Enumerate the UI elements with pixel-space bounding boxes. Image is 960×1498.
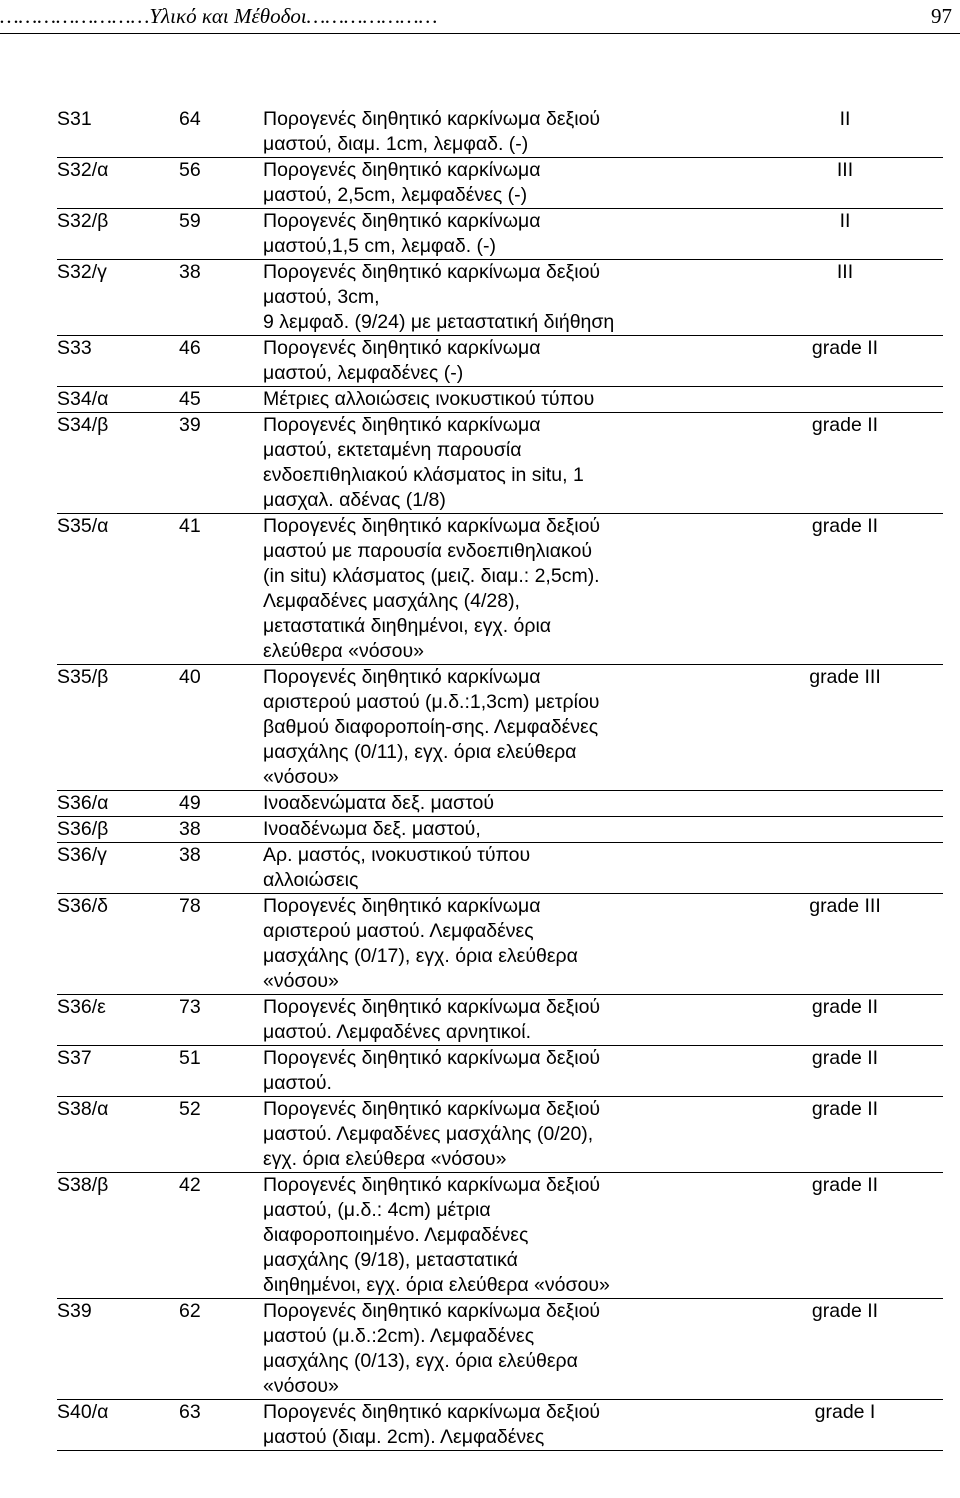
- age-cell: 49: [179, 791, 263, 817]
- diagnosis-cell: [263, 387, 747, 413]
- grade-cell: grade II: [747, 995, 943, 1046]
- diagnosis-line: μαστού. Λεμφαδένες μασχάλης (0/20),: [263, 1123, 594, 1145]
- age-cell: 41: [179, 514, 263, 665]
- diagnosis-line: (in situ) κλάσματος (μειζ. διαμ.: 2,5cm).: [263, 565, 600, 587]
- age-cell: 38: [179, 817, 263, 843]
- age-cell: 39: [179, 413, 263, 514]
- grade-cell: II: [747, 209, 943, 260]
- diagnosis-cell: [263, 1173, 747, 1299]
- age-cell: 42: [179, 1173, 263, 1299]
- diagnosis-line: μαστού, εκτεταμένη παρουσία: [263, 439, 522, 461]
- sample-id-cell: S32/α: [57, 158, 179, 209]
- diagnosis-cell: [263, 894, 747, 995]
- diagnosis-cell: [263, 817, 747, 843]
- sample-id-cell: S38/β: [57, 1173, 179, 1299]
- grade-cell: [747, 817, 943, 843]
- table-row: [57, 260, 943, 336]
- grade-cell: grade II: [747, 336, 943, 387]
- age-cell: 38: [179, 843, 263, 894]
- diagnosis-line: μασχάλης (0/17), εγχ. όρια ελεύθερα: [263, 945, 578, 967]
- sample-id-cell: S36/γ: [57, 843, 179, 894]
- table-row: [57, 514, 943, 665]
- grade-cell: II: [747, 107, 943, 158]
- diagnosis-line: Πορογενές διηθητικό καρκίνωμα: [263, 159, 541, 181]
- diagnosis-line: μαστού (μ.δ.:2cm). Λεμφαδένες: [263, 1325, 535, 1347]
- header-rule: [0, 33, 960, 34]
- sample-id-cell: S37: [57, 1046, 179, 1097]
- diagnosis-cell: [263, 260, 747, 336]
- diagnosis-line: ελεύθερα «νόσου»: [263, 640, 424, 662]
- age-cell: 38: [179, 260, 263, 336]
- diagnosis-line: «νόσου»: [263, 970, 339, 992]
- diagnosis-line: μαστού.: [263, 1072, 332, 1094]
- diagnosis-cell: [263, 791, 747, 817]
- diagnosis-line: Μέτριες αλλοιώσεις ινοκυστικού τύπου: [263, 388, 595, 410]
- diagnosis-cell: [263, 843, 747, 894]
- diagnosis-line: Αρ. μαστός, ινοκυστικού τύπου: [263, 844, 531, 866]
- diagnosis-line: Πορογενές διηθητικό καρκίνωμα: [263, 210, 541, 232]
- sample-id-cell: S36/ε: [57, 995, 179, 1046]
- diagnosis-line: μασχάλης (0/11), εγχ. όρια ελεύθερα: [263, 741, 577, 763]
- diagnosis-cell: [263, 1400, 747, 1451]
- age-cell: 62: [179, 1299, 263, 1400]
- grade-cell: III: [747, 260, 943, 336]
- grade-cell: grade III: [747, 665, 943, 791]
- table-row: [57, 817, 943, 843]
- diagnosis-line: βαθμού διαφοροποίη-σης. Λεμφαδένες: [263, 716, 599, 738]
- diagnosis-line: μασχάλης (9/18), μεταστατικά: [263, 1249, 518, 1271]
- diagnosis-line: «νόσου»: [263, 766, 339, 788]
- diagnosis-cell: [263, 1097, 747, 1173]
- table-row: [57, 1173, 943, 1299]
- diagnosis-line: Πορογενές διηθητικό καρκίνωμα δεξιού: [263, 108, 601, 130]
- diagnosis-line: Πορογενές διηθητικό καρκίνωμα δεξιού: [263, 1300, 601, 1322]
- diagnosis-line: 9 λεμφαδ. (9/24) με μεταστατική διήθηση: [263, 311, 615, 333]
- diagnosis-line: διηθημένοι, εγχ. όρια ελεύθερα «νόσου»: [263, 1274, 610, 1296]
- diagnosis-line: Ινοαδένωμα δεξ. μαστού,: [263, 818, 481, 840]
- diagnosis-cell: [263, 995, 747, 1046]
- sample-id-cell: S39: [57, 1299, 179, 1400]
- table-row: [57, 1097, 943, 1173]
- sample-id-cell: S34/β: [57, 413, 179, 514]
- diagnosis-line: Πορογενές διηθητικό καρκίνωμα δεξιού: [263, 996, 601, 1018]
- page-number: 97: [931, 4, 952, 28]
- diagnosis-cell: [263, 1299, 747, 1400]
- sample-id-cell: S33: [57, 336, 179, 387]
- diagnosis-cell: [263, 209, 747, 260]
- diagnosis-line: μαστού με παρουσία ενδοεπιθηλιακού: [263, 540, 593, 562]
- grade-cell: [747, 843, 943, 894]
- diagnosis-line: Λεμφαδένες μασχάλης (4/28),: [263, 590, 520, 612]
- table-row: [57, 107, 943, 158]
- page-header: [0, 0, 960, 34]
- grade-cell: grade II: [747, 1299, 943, 1400]
- grade-cell: grade III: [747, 894, 943, 995]
- diagnosis-line: μεταστατικά διηθημένοι, εγχ. όρια: [263, 615, 552, 637]
- diagnosis-cell: [263, 336, 747, 387]
- age-cell: 45: [179, 387, 263, 413]
- age-cell: 56: [179, 158, 263, 209]
- table-row: [57, 843, 943, 894]
- diagnosis-line: Πορογενές διηθητικό καρκίνωμα δεξιού: [263, 1047, 601, 1069]
- diagnosis-line: «νόσου»: [263, 1375, 339, 1397]
- age-cell: 46: [179, 336, 263, 387]
- diagnosis-line: Ινοαδενώματα δεξ. μαστού: [263, 792, 495, 814]
- diagnosis-cell: [263, 413, 747, 514]
- table-row: [57, 1046, 943, 1097]
- diagnosis-line: μαστού, (μ.δ.: 4cm) μέτρια: [263, 1199, 491, 1221]
- diagnosis-line: Πορογενές διηθητικό καρκίνωμα: [263, 414, 541, 436]
- diagnosis-cell: [263, 1046, 747, 1097]
- grade-cell: grade I: [747, 1400, 943, 1451]
- diagnosis-line: εγχ. όρια ελεύθερα «νόσου»: [263, 1148, 507, 1170]
- sample-id-cell: S32/γ: [57, 260, 179, 336]
- table-row: [57, 158, 943, 209]
- sample-id-cell: S35/β: [57, 665, 179, 791]
- grade-cell: III: [747, 158, 943, 209]
- table-row: [57, 665, 943, 791]
- samples-table: [57, 107, 943, 1451]
- diagnosis-line: Πορογενές διηθητικό καρκίνωμα δεξιού: [263, 1174, 601, 1196]
- sample-id-cell: S32/β: [57, 209, 179, 260]
- diagnosis-line: Πορογενές διηθητικό καρκίνωμα δεξιού: [263, 1401, 601, 1423]
- sample-id-cell: S36/δ: [57, 894, 179, 995]
- grade-cell: grade II: [747, 1173, 943, 1299]
- diagnosis-line: μαστού, 2,5cm, λεμφαδένες (-): [263, 184, 528, 206]
- age-cell: 73: [179, 995, 263, 1046]
- running-title: ……………………Υλικό και Μέθοδοι…………………: [0, 4, 438, 28]
- grade-cell: grade II: [747, 1097, 943, 1173]
- age-cell: 52: [179, 1097, 263, 1173]
- diagnosis-line: Πορογενές διηθητικό καρκίνωμα: [263, 337, 541, 359]
- sample-id-cell: S40/α: [57, 1400, 179, 1451]
- diagnosis-cell: [263, 107, 747, 158]
- diagnosis-line: μαστού, λεμφαδένες (-): [263, 362, 464, 384]
- diagnosis-line: διαφοροποιημένο. Λεμφαδένες: [263, 1224, 529, 1246]
- sample-id-cell: S38/α: [57, 1097, 179, 1173]
- diagnosis-cell: [263, 514, 747, 665]
- age-cell: 40: [179, 665, 263, 791]
- table-row: [57, 209, 943, 260]
- age-cell: 78: [179, 894, 263, 995]
- diagnosis-line: αλλοιώσεις: [263, 869, 359, 891]
- diagnosis-line: Πορογενές διηθητικό καρκίνωμα: [263, 666, 541, 688]
- age-cell: 63: [179, 1400, 263, 1451]
- table-row: [57, 791, 943, 817]
- grade-cell: [747, 387, 943, 413]
- diagnosis-line: Πορογενές διηθητικό καρκίνωμα δεξιού: [263, 515, 601, 537]
- diagnosis-line: ενδοεπιθηλιακού κλάσματος in situ, 1: [263, 464, 584, 486]
- age-cell: 64: [179, 107, 263, 158]
- sample-id-cell: S36/β: [57, 817, 179, 843]
- diagnosis-line: μαστού. Λεμφαδένες αρνητικοί.: [263, 1021, 532, 1043]
- diagnosis-line: αριστερού μαστού (μ.δ.:1,3cm) μετρίου: [263, 691, 600, 713]
- age-cell: 51: [179, 1046, 263, 1097]
- table-row: [57, 1299, 943, 1400]
- table-row: [57, 995, 943, 1046]
- diagnosis-line: Πορογενές διηθητικό καρκίνωμα δεξιού: [263, 1098, 601, 1120]
- table-row: [57, 894, 943, 995]
- diagnosis-line: μαστού, 3cm,: [263, 286, 380, 308]
- diagnosis-cell: [263, 665, 747, 791]
- diagnosis-line: μασχαλ. αδένας (1/8): [263, 489, 446, 511]
- grade-cell: grade II: [747, 413, 943, 514]
- grade-cell: grade II: [747, 1046, 943, 1097]
- sample-id-cell: S36/α: [57, 791, 179, 817]
- diagnosis-cell: [263, 158, 747, 209]
- grade-cell: grade II: [747, 514, 943, 665]
- table-row: [57, 413, 943, 514]
- samples-table-body: [57, 107, 943, 1451]
- table-row: [57, 1400, 943, 1451]
- diagnosis-line: Πορογενές διηθητικό καρκίνωμα: [263, 895, 541, 917]
- sample-id-cell: S31: [57, 107, 179, 158]
- sample-id-cell: S35/α: [57, 514, 179, 665]
- table-row: [57, 387, 943, 413]
- diagnosis-line: μασχάλης (0/13), εγχ. όρια ελεύθερα: [263, 1350, 578, 1372]
- table-row: [57, 336, 943, 387]
- diagnosis-line: αριστερού μαστού. Λεμφαδένες: [263, 920, 534, 942]
- diagnosis-line: μαστού,1,5 cm, λεμφαδ. (-): [263, 235, 497, 257]
- sample-id-cell: S34/α: [57, 387, 179, 413]
- diagnosis-line: μαστού (διαμ. 2cm). Λεμφαδένες: [263, 1426, 545, 1448]
- grade-cell: [747, 791, 943, 817]
- age-cell: 59: [179, 209, 263, 260]
- diagnosis-line: μαστού, διαμ. 1cm, λεμφαδ. (-): [263, 133, 529, 155]
- diagnosis-line: Πορογενές διηθητικό καρκίνωμα δεξιού: [263, 261, 601, 283]
